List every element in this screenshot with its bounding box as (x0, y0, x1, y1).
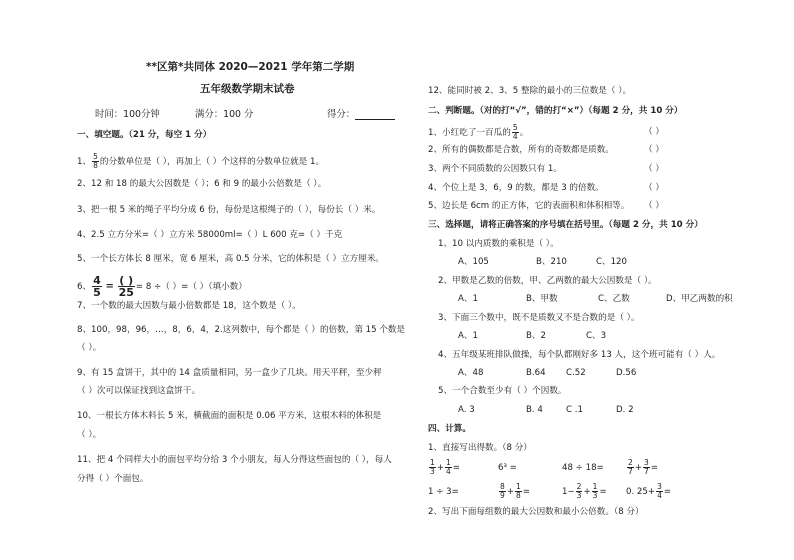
fraction-5-8: $\frac{5}{8}$ (93, 152, 98, 170)
judge-2: 2、所有的偶数都是合数，所有的奇数都是质数。 (428, 145, 614, 155)
choice-3-option-b[interactable]: B、2 (526, 331, 546, 341)
fraction-1-8: $\frac{1}{8}$ (515, 482, 521, 500)
judge-4: 4、个位上是 3，6，9 的数，都是 3 的倍数。 (428, 183, 604, 193)
exam-full-score: 满分：100 分 (195, 109, 254, 120)
calc-4: $\frac{2}{7}$ + $\frac{3}{7}$ = (628, 458, 658, 476)
choice-2-option-d[interactable]: D、甲乙两数的积 (666, 294, 733, 304)
calc-3: 48 ÷ 18= (562, 463, 604, 473)
fraction-4-5: $\frac{4}{5}$ (93, 274, 101, 299)
section-fill-blank-heading: 一、填空题。（21 分，每空 1 分） (77, 130, 212, 140)
choice-1-option-b[interactable]: B、210 (536, 257, 567, 267)
exam-time: 时间：100分钟 (95, 109, 160, 120)
judge-5-answer[interactable]: （ ） (644, 201, 664, 211)
fraction-1-3b: $\frac{1}{3}$ (592, 482, 598, 500)
choice-3-option-c[interactable]: C、3 (586, 331, 607, 341)
judge-4-answer[interactable]: （ ） (644, 183, 664, 193)
calc-2: 6³ = (498, 463, 517, 473)
question-2: 2、12 和 18 的最大公因数是（ ）；6 和 9 的最小公倍数是（ ）。 (77, 179, 327, 189)
section-calc-heading: 四、计算。 (428, 424, 471, 434)
fraction-2-7: $\frac{2}{7}$ (628, 458, 633, 476)
judge-2-answer[interactable]: （ ） (644, 145, 664, 155)
choice-5-option-a[interactable]: A. 3 (458, 405, 475, 415)
fraction-2-3: $\frac{2}{3}$ (576, 482, 582, 500)
choice-2: 2、甲数是乙数的倍数，甲、乙两数的最大公因数是（ ）。 (438, 276, 657, 286)
question-4: 4、2.5 立方分米=（ ）立方米 58000ml=（ ）L 600 克=（ ）千克 (77, 230, 343, 240)
question-7: 7、一个数的最大因数与最小倍数都是 18，这个数是（ ）。 (77, 301, 301, 311)
fraction-3-4: $\frac{3}{4}$ (657, 482, 662, 500)
judge-5: 5、边长是 6cm 的正方体，它的表面积和体积相等。 (428, 201, 630, 211)
choice-4-option-a[interactable]: A、48 (458, 368, 484, 378)
choice-3-option-a[interactable]: A、1 (458, 331, 478, 341)
calc-6: $\frac{8}{9}$ + $\frac{1}{8}$ = (500, 482, 530, 500)
judge-3: 3、两个不同质数的公因数只有 1。 (428, 164, 562, 174)
section-choice-heading: 三、选择题，请将正确答案的序号填在括号里。（每题 2 分，共 10 分） (428, 220, 703, 230)
question-10-line-1: 10、一根长方体木料长 5 米，横截面的面积是 0.06 平方米，这根木料的体积是 (77, 411, 382, 421)
judge-3-answer[interactable]: （ ） (644, 164, 664, 174)
exam-title: **区第*共同体 2020—2021 学年第二学期 (146, 61, 355, 73)
fraction-1-3: $\frac{1}{3}$ (430, 458, 435, 476)
calc-5: 1 ÷ 3= (428, 487, 459, 497)
choice-1-option-a[interactable]: A、105 (458, 257, 489, 267)
choice-5-option-c[interactable]: C .1 (566, 405, 583, 415)
question-8-line-2: （ ）。 (77, 343, 102, 353)
choice-4-option-c[interactable]: C.52 (566, 368, 586, 378)
choice-4-option-d[interactable]: D.56 (616, 368, 637, 378)
question-11-line-2: 分得（ ）个面包。 (77, 474, 149, 484)
fraction-3-7: $\frac{3}{7}$ (643, 458, 649, 476)
question-5: 5、一个长方体长 8 厘米，宽 6 厘米，高 0.5 分米，它的体积是（ ）立方厘米。 (77, 254, 385, 264)
choice-4: 4、五年级某班排队做操，每个队都刚好多 13 人，这个班可能有（ ）人。 (438, 350, 721, 360)
score-label: 得分： (327, 109, 356, 120)
choice-5-option-d[interactable]: D. 2 (616, 405, 634, 415)
question-10-line-2: （ ）。 (77, 430, 102, 440)
choice-5: 5、一个合数至少有（ ）个因数。 (438, 386, 567, 396)
choice-5-option-b[interactable]: B. 4 (526, 405, 543, 415)
question-6: 6、 $\frac{4}{5}$ = $\frac{( )}{25}$ = 8 ÷（ ）=（ ）（填小数） (77, 274, 247, 299)
question-12: 12、能同时被 2、3、5 整除的最小的三位数是（ ）。 (428, 86, 632, 96)
judge-1-answer[interactable]: （ ） (644, 127, 664, 137)
choice-2-option-b[interactable]: B、甲数 (526, 294, 558, 304)
choice-2-option-c[interactable]: C、乙数 (598, 294, 630, 304)
question-9-line-1: 9、有 15 盒饼干，其中的 14 盒质量相同，另一盒少了几块。用天平秤，至少秤 (77, 368, 382, 378)
question-8-line-1: 8、100，98，96，…，8，6，4，2.这列数中，每个都是（ ）的倍数，第 15 个数是 (77, 325, 406, 335)
score-field[interactable] (327, 109, 395, 120)
judge-1: 1、小红吃了一百瓜的 $\frac{5}{4}$ 。 (428, 123, 529, 141)
calc-1: $\frac{1}{3}$ + $\frac{1}{4}$ = (430, 458, 460, 476)
fraction-1-4: $\frac{1}{4}$ (445, 458, 451, 476)
question-11-line-1: 11、把 4 个同样大小的面包平均分给 3 个小朋友，每人分得这些面包的（ ），每人 (77, 455, 392, 465)
calc-8: 0. 25+ $\frac{3}{4}$ = (626, 482, 672, 500)
section-true-false-heading: 二、判断题。（对的打“√”，错的打“×”）（每题 2 分，共 10 分） (428, 106, 683, 116)
choice-1-option-c[interactable]: C、120 (596, 257, 627, 267)
choice-2-option-a[interactable]: A、1 (458, 294, 478, 304)
calc-part-1-heading: 1、直接写出得数。（8 分） (428, 443, 532, 453)
choice-3: 3、下面三个数中，既不是质数又不是合数的是（ ）。 (438, 313, 640, 323)
question-1: 1、 $\frac{5}{8}$ 的分数单位是（ ），再加上（ ）个这样的分数单位就是 1。 (77, 152, 325, 170)
question-9-line-2: （ ）次可以保证找到这盒饼干。 (77, 386, 201, 396)
calc-part-2-heading: 2、写出下面每组数的最大公因数和最小公倍数。（8 分） (428, 507, 644, 517)
choice-1: 1、10 以内质数的乘积是（ ）。 (438, 239, 559, 249)
choice-4-option-b[interactable]: B.64 (526, 368, 546, 378)
score-blank[interactable] (355, 110, 395, 120)
fraction-8-9: $\frac{8}{9}$ (500, 482, 505, 500)
question-3: 3、把一根 5 米的绳子平均分成 6 份，每份是这根绳子的（ ），每份长（ ）米。 (77, 205, 381, 215)
fraction-blank-25: $\frac{( )}{25}$ (118, 274, 134, 299)
exam-subtitle: 五年级数学期末试卷 (200, 83, 295, 95)
fraction-5-4: $\frac{5}{4}$ (512, 123, 518, 141)
calc-7: 1− $\frac{2}{3}$ + $\frac{1}{3}$ = (562, 482, 607, 500)
